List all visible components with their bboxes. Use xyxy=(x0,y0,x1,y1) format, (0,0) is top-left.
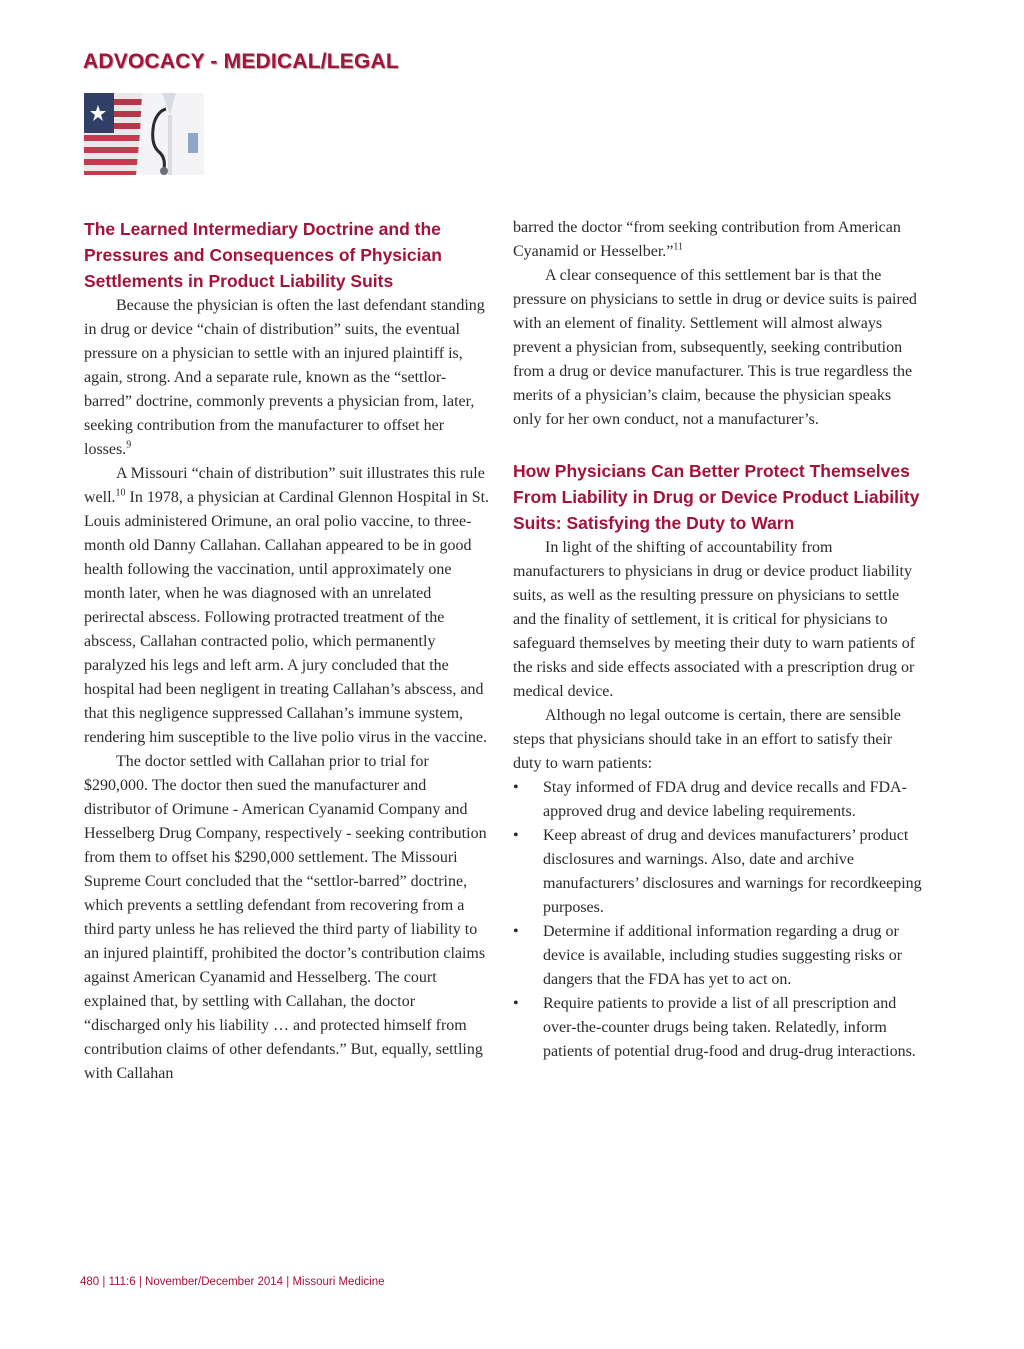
footnote-ref: 10 xyxy=(115,487,126,499)
paragraph: In light of the shifting of accountability from manufacturers to physicians in drug or device product liability suits, as well as the resulting pressure on physicians to settle and the finality of settlement, it is critical for physicians to safeguard themselves by meeting their duty to warn patients of the risks and side effects associated with a prescription drug or medical device. xyxy=(513,539,916,700)
list-item: • Require patients to provide a list of all prescription and over-the-counter drugs being taken. Relatedly, inform patients of potential drug-food and drug-drug interactions. xyxy=(513,992,923,1064)
bullet-icon: • xyxy=(513,827,519,844)
right-column xyxy=(513,216,923,1064)
paragraph: A Missouri “chain of distribution” suit illustrates this rule well.$^{10}$ In 1978, a physician at Cardinal Glennon Hospital in St. Louis administered Orimune, an oral polio vaccine, to three-month old Danny Callahan. Callahan appeared to be in good health following the vaccination, until approximately one month later, when he was diagnosed with an unrelated perirectal abscess. Following protracted treatment of the abscess, Callahan contracted polio, which permanently paralyzed his legs and left arm. A jury concluded that the hospital had been negligent in treating Callahan’s abscess, and that this negligence suppressed Callahan’s immune system, rendering him susceptible to the live polio virus in the vaccine. xyxy=(84,465,490,746)
footnote-ref: 11 xyxy=(673,241,684,253)
list-item: • Determine if additional information regarding a drug or device is available, including studies suggesting risks or dangers that the FDA has yet to act on. xyxy=(513,920,923,992)
page-footer: 480 | 111:6 | November/December 2014 | Missouri Medicine xyxy=(80,1276,385,1288)
left-column xyxy=(84,216,494,1086)
paragraph: barred the doctor “from seeking contribution from American Cyanamid or Hesselber.”$^{11}$ xyxy=(513,219,901,260)
list-item: • Stay informed of FDA drug and device recalls and FDA-approved drug and device labeling requirements. xyxy=(513,776,923,824)
section-header: ADVOCACY - MEDICAL/LEGAL xyxy=(83,50,399,73)
recommendation-list xyxy=(513,776,923,1064)
paragraph: The doctor settled with Callahan prior to trial for $290,000. The doctor then sued the manufacturer and distributor of Orimune - American Cyanamid Company and Hesselberg Drug Company, respectively - seeking contribution from them to offset his $290,000 settlement. The Missouri Supreme Court concluded that the “settlor-barred” doctrine, which prevents a settling defendant from recovering from a third party unless he has relieved the third party of liability to an injured plaintiff, prohibited the doctor’s contribution claims against American Cyanamid and Hesselberg. The court explained that, by settling with Callahan, the doctor “discharged only his liability … and protected himself from contribution claims of other defendants.” But, equally, settling with Callahan xyxy=(84,753,487,1082)
bullet-icon: • xyxy=(513,779,519,796)
paragraph: Because the physician is often the last defendant standing in drug or device “chain of distribution” suits, the eventual pressure on a physician to settle with an injured plaintiff is, again, strong. And a separate rule, known as the “settlor-barred” doctrine, commonly prevents a physician from, later, seeking contribution from the manufacturer to offset her losses.$^9$ xyxy=(84,297,485,458)
flag-doctor-image xyxy=(84,93,204,175)
paragraph: A clear consequence of this settlement bar is that the pressure on physicians to settle in drug or device suits is paired with an element of finality. Settlement will almost always prevent a physician from, subsequently, seeking contribution from a drug or device manufacturer. This is true regardless the merits of a physician’s claim, because the physician speaks only for her own conduct, not a manufacturer’s. xyxy=(513,267,917,428)
bullet-icon: • xyxy=(513,995,519,1012)
paragraph: Although no legal outcome is certain, there are sensible steps that physicians should take in an effort to satisfy their duty to warn patients: xyxy=(513,707,901,772)
bullet-icon: • xyxy=(513,923,519,940)
article-heading: The Learned Intermediary Doctrine and the Pressures and Consequences of Physician Settlements in Product Liability Suits xyxy=(84,219,442,291)
footnote-ref: 9 xyxy=(126,439,132,451)
list-item: • Keep abreast of drug and devices manufacturers’ product disclosures and warnings. Also, date and archive manufacturers’ disclosures and warnings for recordkeeping purposes. xyxy=(513,824,923,920)
article-subheading: How Physicians Can Better Protect Themselves From Liability in Drug or Device Product Liability Suits: Satisfying the Duty to Warn xyxy=(513,461,920,533)
